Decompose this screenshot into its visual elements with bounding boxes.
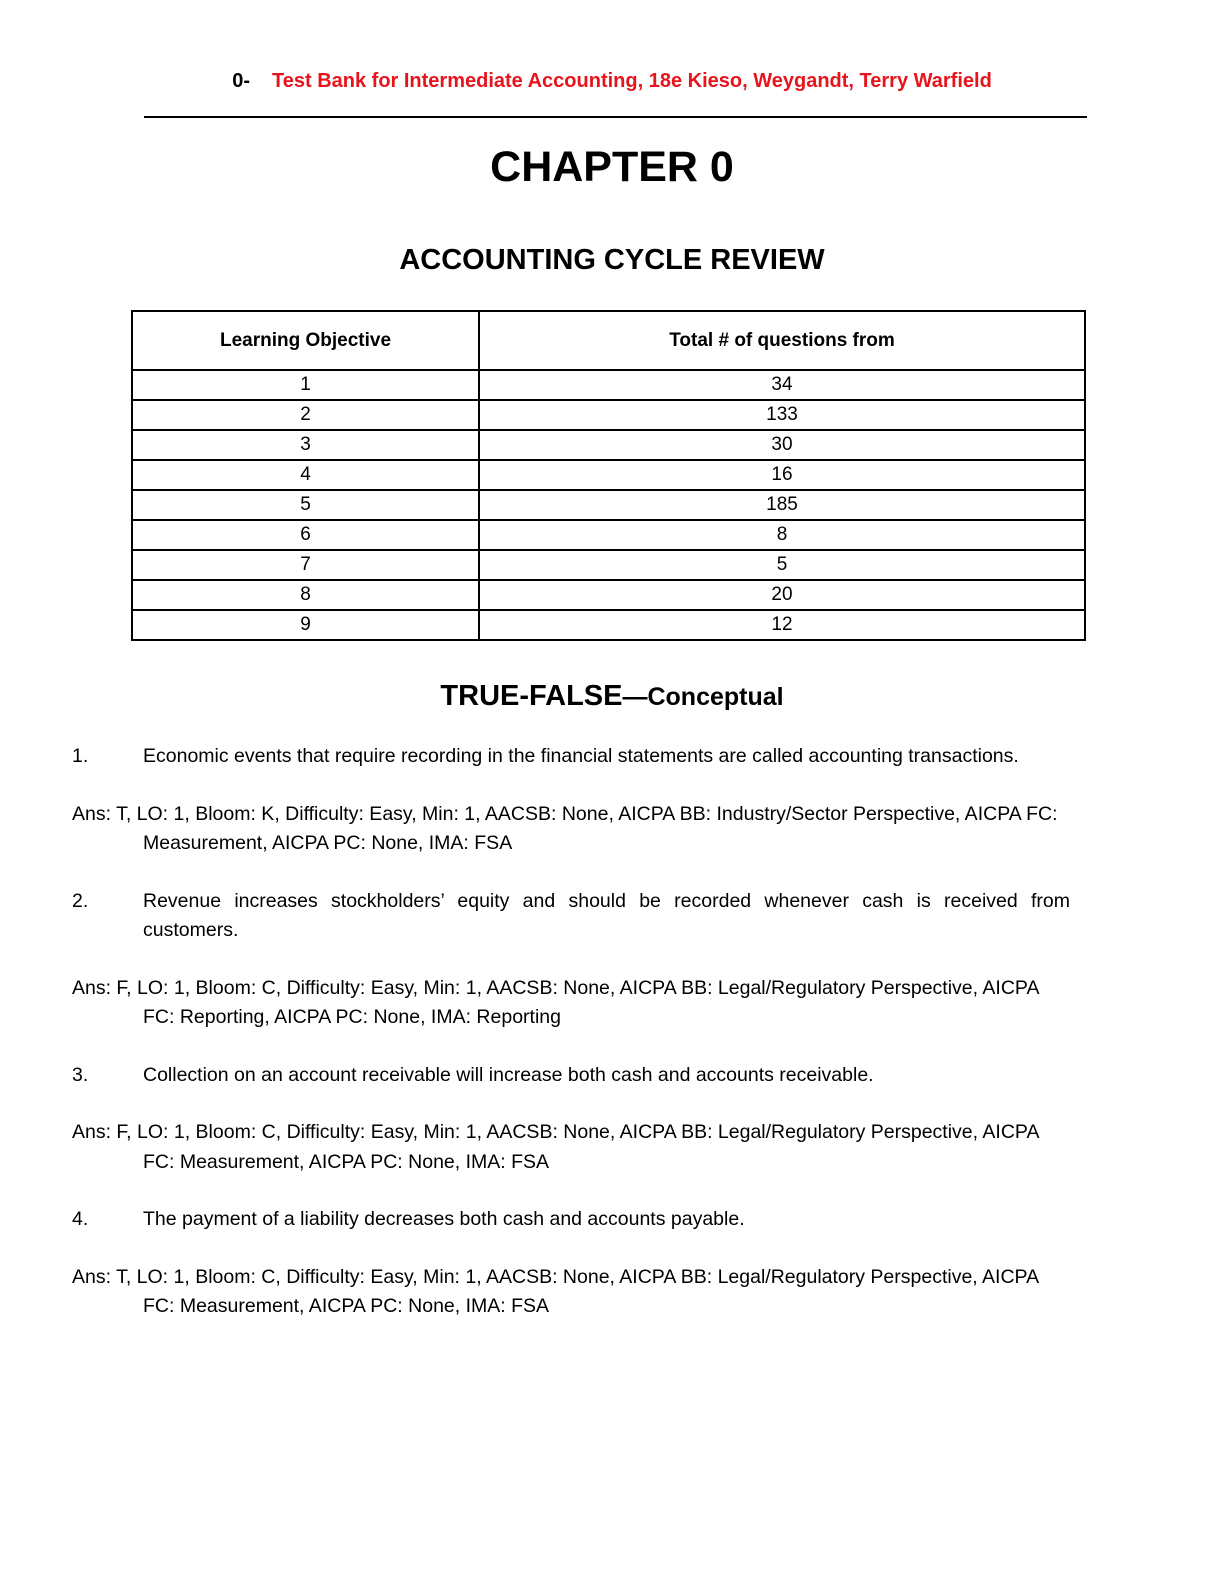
count-cell: 34 (479, 370, 1085, 400)
count-cell: 16 (479, 460, 1085, 490)
answer-key: Ans: T, LO: 1, Bloom: C, Difficulty: Easy, Min: 1, AACSB: None, AICPA BB: Legal/Regulatory Perspective, AICPA FC: Measurement, AICPA PC: None, IMA: FSA (72, 1265, 1039, 1317)
table-row (132, 370, 1085, 400)
answer-key: Ans: F, LO: 1, Bloom: C, Difficulty: Easy, Min: 1, AACSB: None, AICPA BB: Legal/Regulatory Perspective, AICPA FC: Measurement, AICPA PC: None, IMA: FSA (72, 1121, 1039, 1173)
table-row (132, 610, 1085, 640)
learning-objective-table (131, 310, 1086, 641)
table-row (132, 490, 1085, 520)
section-heading (0, 680, 1224, 713)
lo-cell: 3 (132, 430, 479, 460)
column-header-total-questions: Total # of questions from (479, 311, 1085, 370)
count-cell: 12 (479, 610, 1085, 640)
table-header-row (132, 311, 1085, 370)
table-row (132, 400, 1085, 430)
lo-cell: 6 (132, 520, 479, 550)
question-text: The payment of a liability decreases both cash and accounts payable. (143, 1208, 745, 1230)
lo-cell: 1 (132, 370, 479, 400)
table-row (132, 580, 1085, 610)
section-title: TRUE-FALSE (440, 680, 623, 712)
count-cell: 30 (479, 430, 1085, 460)
answer-key: Ans: T, LO: 1, Bloom: K, Difficulty: Easy, Min: 1, AACSB: None, AICPA BB: Industry/Sector Perspective, AICPA FC: Measurement, AICPA PC: None, IMA: FSA (72, 802, 1058, 854)
question-text: Collection on an account receivable will increase both cash and accounts receivable. (143, 1063, 874, 1086)
question-text: Economic events that require recording in the financial statements are called accounting transactions. (143, 745, 1019, 767)
page-header (0, 70, 1224, 93)
lo-cell: 7 (132, 550, 479, 580)
lo-cell: 9 (132, 610, 479, 640)
lo-cell: 2 (132, 400, 479, 430)
lo-cell: 5 (132, 490, 479, 520)
question-item (72, 1205, 1070, 1235)
lo-cell: 4 (132, 460, 479, 490)
count-cell: 20 (479, 580, 1085, 610)
question-item (72, 742, 1070, 772)
table-row (132, 460, 1085, 490)
lo-cell: 8 (132, 580, 479, 610)
table-row (132, 550, 1085, 580)
table-row (132, 520, 1085, 550)
table-row (132, 430, 1085, 460)
chapter-subtitle: ACCOUNTING CYCLE REVIEW (399, 244, 825, 276)
section-subtitle: —Conceptual (622, 683, 784, 711)
question-number: 1. (72, 745, 89, 767)
count-cell: 5 (479, 550, 1085, 580)
count-cell: 185 (479, 490, 1085, 520)
question-number: 4. (72, 1208, 89, 1230)
question-text: Revenue increases stockholders’ equity and should be recorded whenever cash is received from customers. (143, 889, 1070, 941)
page-number: 0- (232, 70, 250, 92)
question-number: 2. (72, 889, 89, 912)
column-header-learning-objective: Learning Objective (132, 311, 479, 370)
answer-key: Ans: F, LO: 1, Bloom: C, Difficulty: Easy, Min: 1, AACSB: None, AICPA BB: Legal/Regulatory Perspective, AICPA FC: Reporting, AICPA PC: None, IMA: Reporting (72, 976, 1039, 1028)
question-item (72, 887, 1070, 946)
question-item (72, 1061, 1070, 1091)
header-divider (144, 116, 1087, 118)
chapter-title: CHAPTER 0 (490, 143, 734, 191)
question-number: 3. (72, 1063, 89, 1086)
header-title: Test Bank for Intermediate Accounting, 18e Kieso, Weygandt, Terry Warfield (272, 70, 992, 92)
count-cell: 133 (479, 400, 1085, 430)
count-cell: 8 (479, 520, 1085, 550)
question-list (72, 742, 1070, 1350)
